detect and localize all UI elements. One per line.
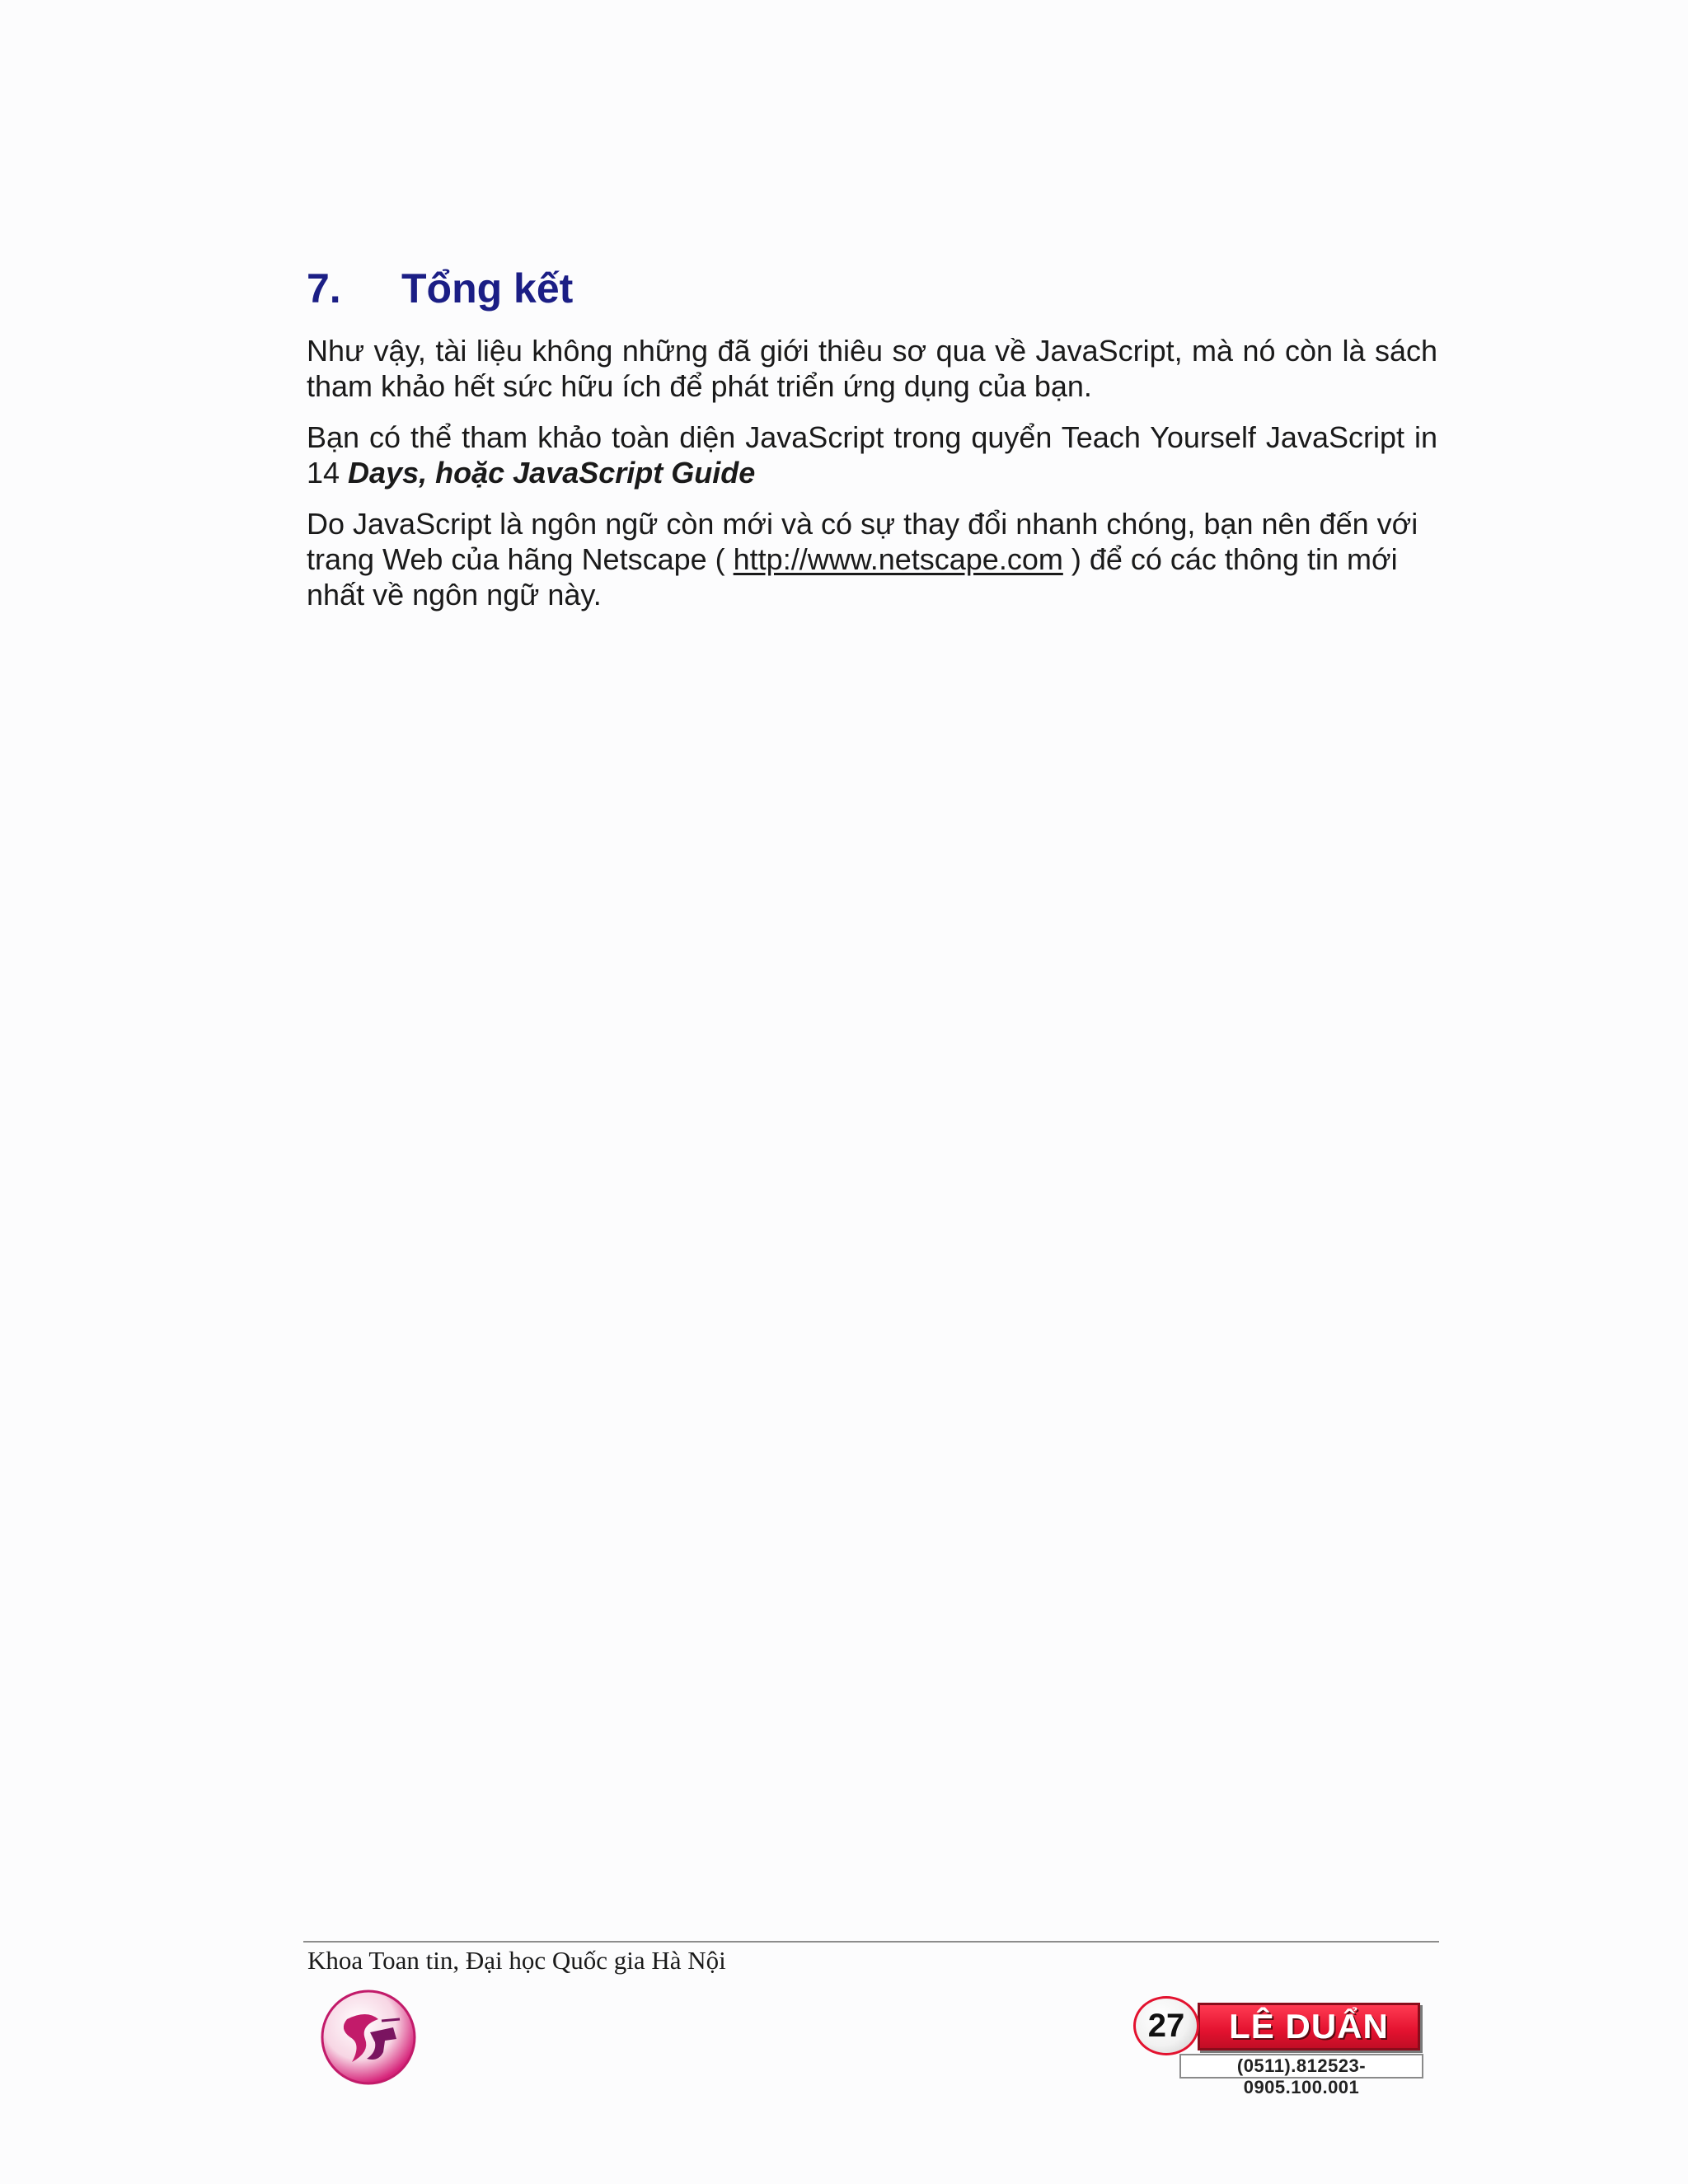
references-text: Bạn có thể tham khảo toàn diện JavaScript trong quyển Teach Yourself JavaScript in 14 bbox=[307, 420, 1437, 490]
netscape-text-before: Do JavaScript là ngôn ngữ còn mới và có sự thay đổi nhanh chóng, bạn nên đến với trang Web của hãng Netscape ( bbox=[307, 507, 1418, 576]
footer-divider bbox=[303, 1941, 1439, 1943]
paragraph-references bbox=[307, 419, 1437, 490]
le-duan-logo-phone: (0511).812523-0905.100.001 bbox=[1179, 2054, 1423, 2079]
section-number: 7. bbox=[307, 265, 341, 312]
paragraph-netscape bbox=[307, 506, 1437, 612]
footer-text: Khoa Toan tin, Đại học Quốc gia Hà Nội bbox=[307, 1946, 726, 1975]
le-duan-logo-number: 27 bbox=[1133, 1996, 1199, 2055]
le-duan-logo-name: LÊ DUẨN bbox=[1229, 2007, 1389, 2046]
le-duan-logo bbox=[1133, 1996, 1427, 2097]
le-duan-logo-banner bbox=[1198, 2003, 1420, 2050]
references-emphasis: Days, hoặc JavaScript Guide bbox=[348, 456, 756, 490]
netscape-text-after: ) để có các thông tin mới nhất về ngôn ngữ này. bbox=[307, 542, 1398, 612]
paragraph-intro: Như vậy, tài liệu không những đã giới thiêu sơ qua về JavaScript, mà nó còn là sách tham khảo hết sức hữu ích để phát triển ứng dụng của bạn. bbox=[307, 334, 1437, 403]
page-content bbox=[307, 264, 1437, 628]
sg-logo-icon bbox=[317, 1986, 424, 2093]
sg-logo bbox=[317, 1986, 424, 2093]
section-heading bbox=[307, 264, 1437, 313]
section-title: Tổng kết bbox=[401, 265, 574, 312]
netscape-link[interactable]: http://www.netscape.com bbox=[733, 542, 1063, 576]
